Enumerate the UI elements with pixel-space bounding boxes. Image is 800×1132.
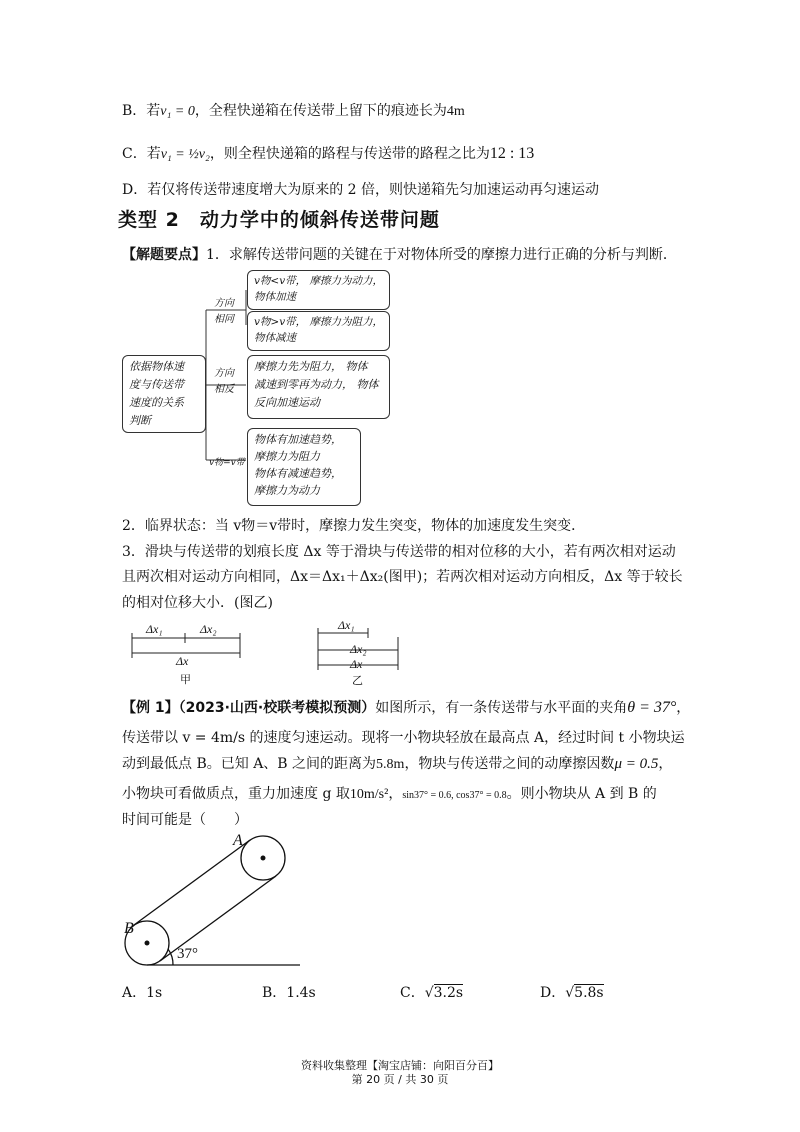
- math-v1-zero: v₁ = 0: [160, 104, 195, 119]
- answer-d: D．√5.8s: [540, 985, 604, 1001]
- branch-opposite-label: 方向 相反: [214, 368, 234, 395]
- jia-caption: 甲: [180, 673, 191, 686]
- option-c: C．若v₁ = ½v₂，则全程快递箱的路程与传送带的路程之比为12 : 13: [122, 145, 535, 162]
- jia-dx1: Δx₁: [146, 622, 163, 636]
- yi-dx2: Δx₂: [350, 642, 367, 656]
- yi-dx: Δx: [350, 657, 363, 671]
- conveyor-figure: [110, 830, 310, 970]
- key-point-3-line1: 3．滑块与传送带的划痕长度 Δx 等于滑块与传送带的相对位移的大小，若有两次相对运动: [122, 544, 676, 560]
- key-point-2: 2．临界状态：当 v物＝v带时，摩擦力发生突变，物体的加速度发生突变．: [122, 518, 586, 534]
- flowchart-root: 依据物体速 度与传送带 速度的关系 判断: [122, 355, 206, 433]
- example-line4: 小物块可看做质点，重力加速度 g 取10m/s²，sin37° = 0.6, cos37° = 0.8。则小物块从 A 到 B 的: [122, 786, 657, 802]
- flowchart-connectors: [0, 0, 800, 520]
- answer-c: C．√3.2s: [400, 985, 464, 1001]
- example-line1: 【例 1】（2023·山西·校联考模拟预测）如图所示，有一条传送带与水平面的夹角θ = 37°，: [122, 699, 691, 716]
- option-b: B．若v₁ = 0，全程快递箱在传送带上留下的痕迹长为4m: [122, 103, 465, 119]
- option-d: D．若仅将传送带速度增大为原来的 2 倍，则快递箱先匀加速运动再匀速运动: [122, 182, 600, 198]
- flow-box-1a: v物<v带， 摩擦力为动力， 物体加速: [247, 270, 390, 310]
- jia-dx: Δx: [176, 654, 189, 668]
- yi-dx1: Δx₁: [338, 618, 355, 632]
- branch-equal-label: v物=v带: [209, 458, 245, 468]
- flow-box-1b: v物>v带， 摩擦力为阻力， 物体减速: [247, 311, 390, 351]
- example-line5: 时间可能是（ ）: [122, 812, 248, 828]
- footer-source: 资料收集整理【淘宝店铺：向阳百分百】: [301, 1059, 499, 1072]
- flow-box-2: 摩擦力先为阻力， 物体 减速到零再为动力， 物体 反向加速运动: [247, 355, 390, 419]
- key-point-1: 【解题要点】1．求解传送带问题的关键在于对物体所受的摩擦力进行正确的分析与判断．: [122, 247, 677, 263]
- yi-caption: 乙: [352, 674, 363, 687]
- sqrt-icon: √: [424, 985, 434, 1001]
- page-number: 第 20 页 / 共 30 页: [351, 1073, 449, 1086]
- jia-dx2: Δx₂: [200, 622, 217, 636]
- key-point-3-line3: 的相对位移大小．(图乙): [122, 595, 273, 611]
- sqrt-icon: √: [565, 985, 575, 1001]
- flow-box-3: 物体有加速趋势， 摩擦力为阻力 物体有减速趋势， 摩擦力为动力: [247, 428, 361, 506]
- answer-a: A．1s: [122, 985, 163, 1001]
- example-line2: 传送带以 v = 4m/s 的速度匀速运动。现将一小物块轻放在最高点 A，经过时间 t 小物块运: [122, 730, 685, 746]
- answer-b: B．1.4s: [262, 985, 316, 1001]
- section-title: 类型 2 动力学中的倾斜传送带问题: [118, 209, 440, 231]
- label-a: A: [233, 832, 243, 849]
- branch-same-label: 方向 相同: [214, 298, 234, 325]
- example-line3: 动到最低点 B。已知 A、B 之间的距离为5.8m，物块与传送带之间的动摩擦因数μ = 0.5，: [122, 756, 673, 772]
- angle-label: 37°: [177, 946, 198, 962]
- label-b: B: [124, 920, 134, 937]
- math-v1-half-v2: v₁ = ½v₂: [160, 147, 210, 162]
- key-point-3-line2: 且两次相对运动方向相同，Δx＝Δx₁＋Δx₂(图甲)；若两次相对运动方向相反，Δx 等于较长: [122, 569, 683, 585]
